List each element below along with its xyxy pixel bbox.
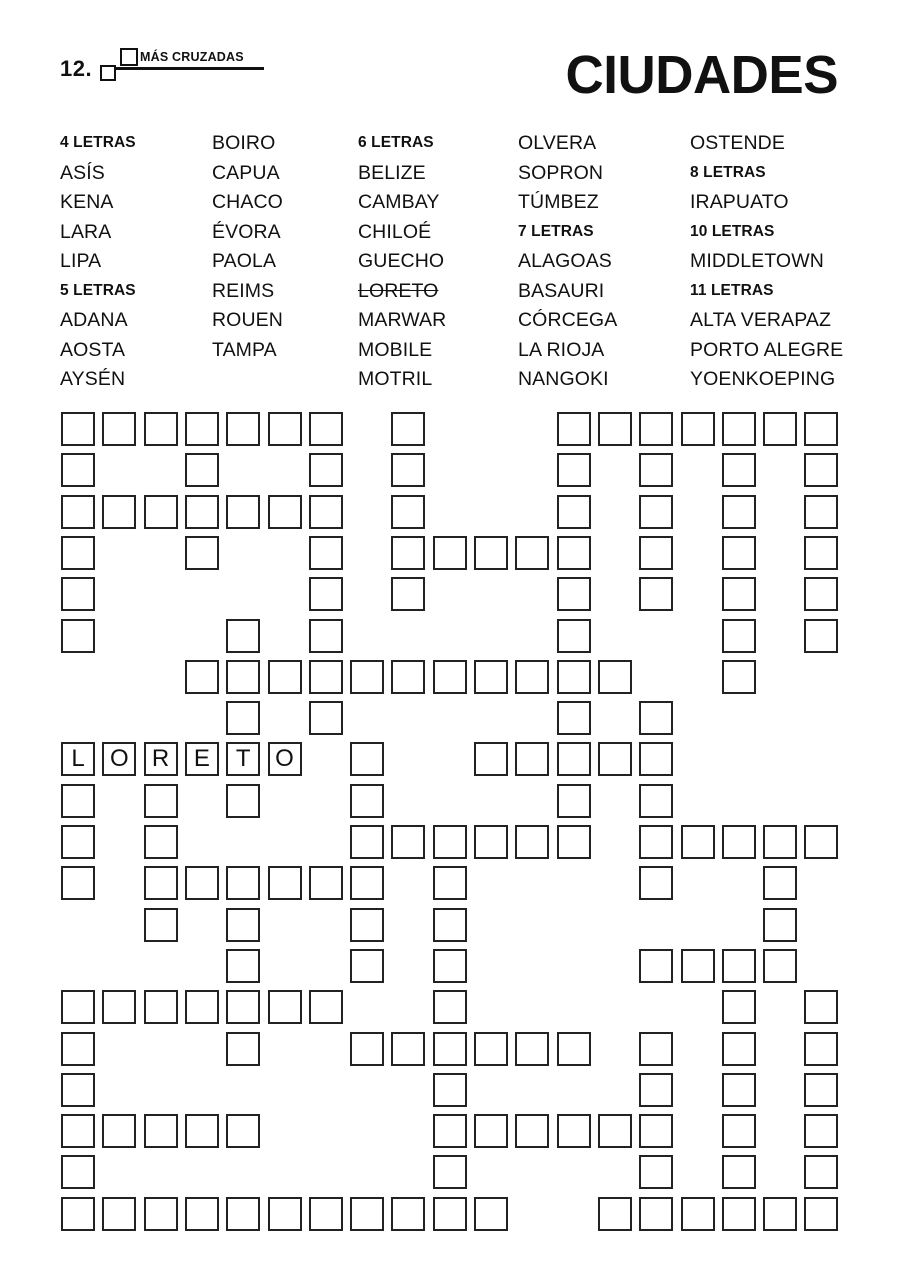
grid-cell[interactable]	[226, 1032, 260, 1066]
grid-cell[interactable]	[391, 660, 425, 694]
grid-cell[interactable]	[309, 536, 343, 570]
grid-cell[interactable]	[61, 412, 95, 446]
grid-cell[interactable]	[639, 1032, 673, 1066]
grid-cell[interactable]	[144, 825, 178, 859]
grid-cell[interactable]	[61, 536, 95, 570]
word-item: TÚMBEZ	[518, 191, 599, 213]
grid-cell[interactable]	[722, 1197, 756, 1231]
grid-cell[interactable]	[309, 577, 343, 611]
word-item: ROUEN	[212, 309, 283, 331]
grid-cell[interactable]	[185, 495, 219, 529]
grid-cell[interactable]	[639, 577, 673, 611]
grid-cell[interactable]	[226, 701, 260, 735]
grid-cell[interactable]	[61, 866, 95, 900]
grid-cell[interactable]	[185, 412, 219, 446]
word-item: MIDDLETOWN	[690, 250, 824, 272]
word-item: NANGOKI	[518, 368, 609, 390]
grid-cell[interactable]	[557, 1114, 591, 1148]
grid-cell[interactable]	[350, 908, 384, 942]
grid-cell[interactable]	[804, 619, 838, 653]
word-item: IRAPUATO	[690, 191, 789, 213]
grid-cell[interactable]	[185, 660, 219, 694]
grid-cell[interactable]	[61, 577, 95, 611]
grid-cell[interactable]	[350, 784, 384, 818]
grid-cell[interactable]	[226, 784, 260, 818]
grid-cell[interactable]	[557, 495, 591, 529]
grid-cell[interactable]	[391, 536, 425, 570]
grid-cell[interactable]	[309, 701, 343, 735]
grid-cell[interactable]	[309, 990, 343, 1024]
grid-cell[interactable]	[804, 825, 838, 859]
grid-cell[interactable]	[557, 577, 591, 611]
grid-cell[interactable]	[763, 866, 797, 900]
grid-cell[interactable]	[474, 1114, 508, 1148]
grid-cell[interactable]	[598, 412, 632, 446]
grid-cell[interactable]	[433, 825, 467, 859]
grid-cell[interactable]	[185, 1197, 219, 1231]
grid-cell[interactable]	[557, 742, 591, 776]
grid-cell[interactable]	[350, 660, 384, 694]
grid-cell[interactable]	[639, 495, 673, 529]
grid-cell[interactable]	[557, 701, 591, 735]
grid-cell[interactable]	[639, 784, 673, 818]
grid-cell[interactable]	[474, 660, 508, 694]
grid-cell[interactable]	[144, 990, 178, 1024]
grid-cell[interactable]	[226, 990, 260, 1024]
word-item: CAMBAY	[358, 191, 440, 213]
grid-cell[interactable]	[722, 1155, 756, 1189]
grid-cell[interactable]	[804, 412, 838, 446]
grid-cell[interactable]	[433, 990, 467, 1024]
word-item: BOIRO	[212, 132, 276, 154]
grid-cell[interactable]	[722, 1032, 756, 1066]
grid-cell[interactable]	[722, 577, 756, 611]
grid-cell[interactable]	[804, 495, 838, 529]
word-item: LIPA	[60, 250, 102, 272]
grid-cell[interactable]	[433, 908, 467, 942]
grid-cell[interactable]	[722, 660, 756, 694]
grid-cell[interactable]	[391, 495, 425, 529]
word-item: ADANA	[60, 309, 128, 331]
word-item: ALTA VERAPAZ	[690, 309, 831, 331]
grid-cell[interactable]	[391, 577, 425, 611]
grid-cell[interactable]	[350, 949, 384, 983]
grid-cell[interactable]	[639, 453, 673, 487]
grid-cell[interactable]	[763, 825, 797, 859]
grid-cell[interactable]	[433, 536, 467, 570]
word-item: AYSÉN	[60, 368, 126, 390]
grid-cell[interactable]	[433, 866, 467, 900]
grid-cell[interactable]	[804, 1114, 838, 1148]
grid-cell[interactable]	[61, 1197, 95, 1231]
grid-cell[interactable]	[681, 949, 715, 983]
grid-cell[interactable]	[102, 1197, 136, 1231]
grid-cell[interactable]	[350, 825, 384, 859]
grid-cell[interactable]	[226, 866, 260, 900]
filled-cell[interactable]: O	[102, 742, 136, 776]
grid-cell[interactable]	[433, 1155, 467, 1189]
grid-cell[interactable]	[268, 660, 302, 694]
grid-cell[interactable]	[639, 1114, 673, 1148]
grid-cell[interactable]	[804, 990, 838, 1024]
grid-cell[interactable]	[639, 1073, 673, 1107]
grid-cell[interactable]	[226, 908, 260, 942]
length-heading: 6 LETRAS	[358, 134, 434, 151]
grid-cell[interactable]	[433, 1032, 467, 1066]
grid-cell[interactable]	[433, 1114, 467, 1148]
filled-cell[interactable]: L	[61, 742, 95, 776]
grid-cell[interactable]	[639, 701, 673, 735]
filled-cell[interactable]: R	[144, 742, 178, 776]
grid-cell[interactable]	[681, 412, 715, 446]
grid-cell[interactable]	[639, 412, 673, 446]
word-item: KENA	[60, 191, 114, 213]
word-item: CÓRCEGA	[518, 309, 618, 331]
grid-cell[interactable]	[61, 1073, 95, 1107]
grid-cell[interactable]	[185, 536, 219, 570]
filled-cell[interactable]: E	[185, 742, 219, 776]
grid-cell[interactable]	[722, 495, 756, 529]
word-item: REIMS	[212, 279, 275, 302]
grid-cell[interactable]	[61, 453, 95, 487]
word-item: MARWAR	[358, 309, 447, 331]
word-item: LARA	[60, 220, 112, 243]
grid-cell[interactable]	[144, 784, 178, 818]
grid-cell[interactable]	[474, 536, 508, 570]
grid-cell[interactable]	[391, 453, 425, 487]
grid-cell[interactable]	[763, 1197, 797, 1231]
grid-cell[interactable]	[474, 742, 508, 776]
grid-cell[interactable]	[309, 412, 343, 446]
grid-cell[interactable]	[391, 412, 425, 446]
grid-cell[interactable]	[61, 1155, 95, 1189]
grid-cell[interactable]	[185, 990, 219, 1024]
grid-cell[interactable]	[763, 908, 797, 942]
grid-cell[interactable]	[763, 412, 797, 446]
grid-cell[interactable]	[144, 495, 178, 529]
grid-cell[interactable]	[433, 949, 467, 983]
word-item: BELIZE	[358, 161, 426, 184]
grid-cell[interactable]	[61, 495, 95, 529]
grid-cell[interactable]	[391, 825, 425, 859]
word-item: AOSTA	[60, 338, 126, 361]
length-heading: 7 LETRAS	[518, 222, 594, 240]
grid-cell[interactable]	[350, 1197, 384, 1231]
word-item: ÉVORA	[212, 220, 281, 243]
grid-cell[interactable]	[598, 1197, 632, 1231]
word-item: OLVERA	[518, 132, 597, 154]
grid-cell[interactable]	[557, 536, 591, 570]
word-item: SOPRON	[518, 161, 604, 184]
grid-cell[interactable]	[433, 1197, 467, 1231]
grid-cell[interactable]	[598, 1114, 632, 1148]
grid-cell[interactable]	[557, 660, 591, 694]
grid-cell[interactable]	[598, 660, 632, 694]
grid-cell[interactable]	[639, 866, 673, 900]
grid-cell[interactable]	[763, 949, 797, 983]
word-item: PAOLA	[212, 250, 277, 272]
word-item: YOENKOEPING	[690, 368, 836, 390]
grid-cell[interactable]	[61, 825, 95, 859]
grid-cell[interactable]	[144, 1197, 178, 1231]
grid-cell[interactable]	[515, 1032, 549, 1066]
grid-cell[interactable]	[804, 1073, 838, 1107]
grid-cell[interactable]	[226, 949, 260, 983]
grid-cell[interactable]	[350, 1032, 384, 1066]
grid-cell[interactable]	[598, 742, 632, 776]
grid-cell[interactable]	[268, 495, 302, 529]
grid-cell[interactable]	[268, 412, 302, 446]
grid-cell[interactable]	[474, 825, 508, 859]
grid-cell[interactable]	[681, 825, 715, 859]
grid-cell[interactable]	[309, 1197, 343, 1231]
filled-cell[interactable]: O	[268, 742, 302, 776]
grid-cell[interactable]	[722, 825, 756, 859]
grid-cell[interactable]	[722, 536, 756, 570]
length-heading: 10 LETRAS	[690, 222, 775, 240]
word-item: CHILOÉ	[358, 220, 432, 243]
grid-cell[interactable]	[102, 495, 136, 529]
grid-cell[interactable]	[722, 412, 756, 446]
grid-cell[interactable]	[309, 453, 343, 487]
grid-cell[interactable]	[639, 825, 673, 859]
length-heading: 5 LETRAS	[60, 281, 136, 299]
grid-cell[interactable]	[268, 866, 302, 900]
section-name: MÁS CRUZADAS	[140, 50, 244, 64]
word-item: BASAURI	[518, 279, 605, 302]
grid-cell[interactable]	[144, 412, 178, 446]
grid-cell[interactable]	[515, 825, 549, 859]
word-item: LORETO	[358, 279, 439, 302]
puzzle-title: CIUDADES	[565, 45, 838, 105]
grid-cell[interactable]	[804, 1155, 838, 1189]
grid-cell[interactable]	[144, 908, 178, 942]
grid-cell[interactable]	[226, 619, 260, 653]
grid-cell[interactable]	[61, 1114, 95, 1148]
grid-cell[interactable]	[102, 412, 136, 446]
grid-cell[interactable]	[804, 536, 838, 570]
word-item: MOTRIL	[358, 368, 433, 390]
grid-cell[interactable]	[350, 866, 384, 900]
grid-cell[interactable]	[639, 1155, 673, 1189]
grid-cell[interactable]	[226, 1114, 260, 1148]
grid-cell[interactable]	[557, 453, 591, 487]
grid-cell[interactable]	[61, 619, 95, 653]
grid-cell[interactable]	[61, 990, 95, 1024]
grid-cell[interactable]	[557, 825, 591, 859]
page-number: 12.	[60, 56, 93, 81]
grid-cell[interactable]	[557, 412, 591, 446]
grid-cell[interactable]	[268, 990, 302, 1024]
grid-cell[interactable]	[226, 495, 260, 529]
word-item: ALAGOAS	[518, 250, 612, 272]
grid-cell[interactable]	[515, 536, 549, 570]
grid-cell[interactable]	[681, 1197, 715, 1231]
grid-cell[interactable]	[268, 1197, 302, 1231]
grid-cell[interactable]	[804, 453, 838, 487]
grid-cell[interactable]	[804, 577, 838, 611]
grid-cell[interactable]	[144, 1114, 178, 1148]
grid-cell[interactable]	[515, 1114, 549, 1148]
grid-cell[interactable]	[433, 660, 467, 694]
grid-cell[interactable]	[102, 1114, 136, 1148]
grid-cell[interactable]	[557, 784, 591, 818]
length-heading: 8 LETRAS	[690, 163, 766, 181]
grid-cell[interactable]	[61, 784, 95, 818]
grid-cell[interactable]	[474, 1197, 508, 1231]
length-heading: 11 LETRAS	[690, 281, 774, 299]
grid-cell[interactable]	[557, 1032, 591, 1066]
length-heading: 4 LETRAS	[60, 134, 136, 151]
grid-cell[interactable]	[391, 1197, 425, 1231]
grid-cell[interactable]	[557, 619, 591, 653]
word-item: CAPUA	[212, 161, 280, 184]
grid-cell[interactable]	[309, 866, 343, 900]
grid-cell[interactable]	[309, 495, 343, 529]
grid-cell[interactable]	[185, 453, 219, 487]
word-item: MOBILE	[358, 338, 433, 361]
grid-cell[interactable]	[639, 742, 673, 776]
word-item: ASÍS	[60, 161, 105, 184]
grid-cell[interactable]	[144, 866, 178, 900]
word-item: PORTO ALEGRE	[690, 338, 844, 361]
word-item: GUECHO	[358, 250, 445, 272]
word-item: CHACO	[212, 191, 283, 213]
grid-cell[interactable]	[722, 619, 756, 653]
grid-cell[interactable]	[474, 1032, 508, 1066]
grid-cell[interactable]	[722, 949, 756, 983]
grid-cell[interactable]	[722, 453, 756, 487]
grid-cell[interactable]	[722, 1073, 756, 1107]
grid-cell[interactable]	[515, 742, 549, 776]
grid-cell[interactable]	[61, 1032, 95, 1066]
word-item: LA RIOJA	[518, 338, 605, 361]
grid-cell[interactable]	[722, 990, 756, 1024]
grid-cell[interactable]	[226, 1197, 260, 1231]
grid-cell[interactable]	[722, 1114, 756, 1148]
grid-cell[interactable]	[515, 660, 549, 694]
word-item: TAMPA	[212, 338, 277, 361]
grid-cell[interactable]	[185, 1114, 219, 1148]
grid-cell[interactable]	[639, 1197, 673, 1231]
grid-cell[interactable]	[433, 1073, 467, 1107]
grid-cell[interactable]	[185, 866, 219, 900]
grid-cell[interactable]	[226, 412, 260, 446]
grid-cell[interactable]	[804, 1197, 838, 1231]
filled-cell[interactable]: T	[226, 742, 260, 776]
grid-cell[interactable]	[639, 536, 673, 570]
grid-cell[interactable]	[639, 949, 673, 983]
grid-cell[interactable]	[350, 742, 384, 776]
grid-cell[interactable]	[226, 660, 260, 694]
grid-cell[interactable]	[102, 990, 136, 1024]
grid-cell[interactable]	[309, 660, 343, 694]
grid-cell[interactable]	[391, 1032, 425, 1066]
grid-cell[interactable]	[309, 619, 343, 653]
word-item: OSTENDE	[690, 132, 785, 154]
grid-cell[interactable]	[804, 1032, 838, 1066]
